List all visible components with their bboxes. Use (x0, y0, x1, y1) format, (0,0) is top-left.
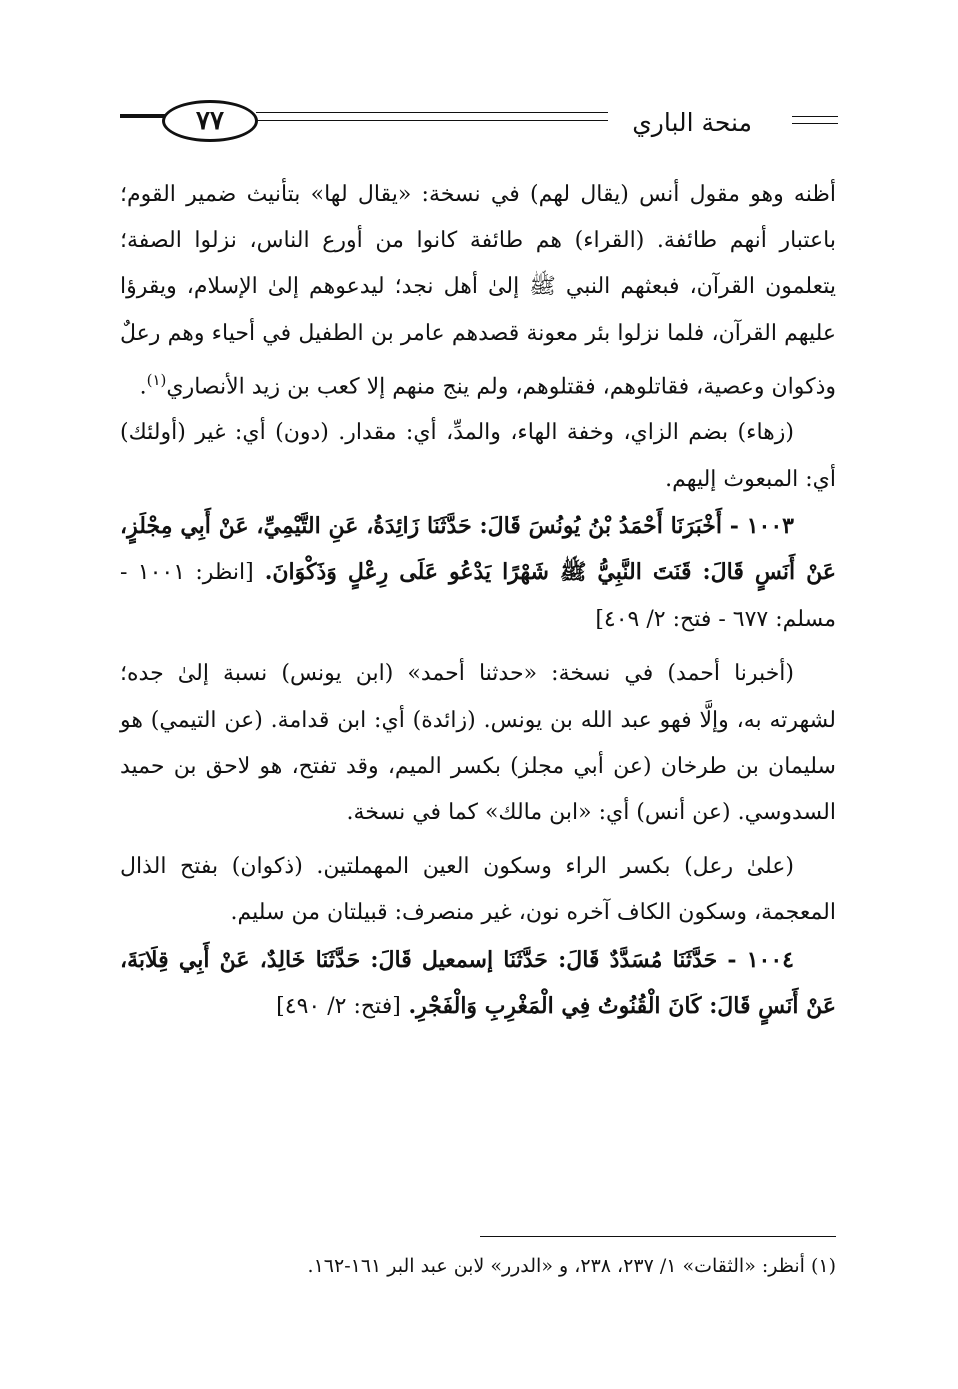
book-title: منحة الباري (632, 108, 752, 137)
cross-reference: [انظر: ١٠٠١ - مسلم: ٦٧٧ - فتح: ٢/ ٤٠٩] (120, 559, 836, 633)
footnote-separator (480, 1236, 836, 1237)
footnote: (١) أنظر: «الثقات» ١/ ٢٣٧، ٢٣٨، و «الدرر» لابن عبد البر ١٦١-١٦٢. (307, 1255, 836, 1277)
footnote-marker: (١) (146, 370, 167, 389)
running-header (118, 96, 838, 146)
paragraph: (علىٰ رعل) بكسر الراء وسكون العين المهملتين. (ذكوان) بفتح الذال المعجمة، وسكون الكاف آخره نون، غير منصرف: قبيلتان من سليم. (120, 854, 836, 926)
header-rule (792, 116, 838, 117)
page-number: ٧٧ (162, 100, 258, 142)
hadith-text: ١٠٠٤ - حَدَّثَنَا مُسَدَّدٌ قَالَ: حَدَّثَنَا إسمعيل قَالَ: حَدَّثَنَا خَالِدٌ، عَنْ أَبِي قِلَابَةَ، عَنْ أَنَسٍ قَالَ: كَانَ الْقُنُوتُ فِي الْمَغْرِبِ وَالْفَجْرِ. [فتح: ٢/ ٤٩٠] (120, 946, 836, 1019)
paragraph: (أخبرنا أحمد) في نسخة: «حدثنا أحمد» (ابن يونس) نسبة إلىٰ جده؛ لشهرته به، وإلَّا فهو عبد الله بن يونس. (زائدة) أي: ابن قدامة. (عن التيمي) هو سليمان بن طرخان (عن أبي مجلز) بكسر الميم، وقد تفتح، هو لاحق بن حميد السدوسي. (عن أنس) أي: «ابن مالك» كما في نسخة. (120, 661, 836, 825)
paragraph: (زهاء) بضم الزاي، وخفة الهاء، والمدِّ، أي: مقدار. (دون) أي: غير (أولئك) أي: المبعوث إليهم. (120, 420, 836, 492)
header-rule (120, 114, 168, 118)
header-rule (792, 123, 838, 124)
header-rule (256, 120, 608, 121)
header-rule (256, 112, 608, 113)
cross-reference: [فتح: ٢/ ٤٩٠] (276, 993, 401, 1019)
main-text (120, 172, 836, 1030)
hadith-text: ١٠٠٣ - أَخْبَرَنَا أَحْمَدُ بْنُ يُونُسَ قَالَ: حَدَّثَنَا زَائِدَةُ، عَنِ التَّيْمِيِّ، عَنْ أَبِي مِجْلَزٍ، عَنْ أَنَسٍ قَالَ: قَنَتَ النَّبِيُّ ﷺ شَهْرًا يَدْعُو عَلَى رِعْلٍ وَذَكْوَانَ. [انظر: ١٠٠١ - مسلم: ٦٧٧ - فتح: ٢/ ٤٠٩] (120, 512, 836, 633)
paragraph: أظنه وهو مقول أنس (يقال لهم) في نسخة: «يقال لها» بتأنيث ضمير القوم؛ باعتبار أنهم طائفة. (القراء) هم طائفة كانوا من أورع الناس، نزلوا الصفة؛ يتعلمون القرآن، فبعثهم النبي ﷺ إلىٰ أهل نجد؛ ليدعوهم إلىٰ الإسلام، ويقرؤا عليهم القرآن، فلما نزلوا بئر معونة قصدهم عامر بن الطفيل في أحياء وهم رعلٌ وذكوان وعصية، فقاتلوهم، فقتلوهم، ولم ينج منهم إلا كعب بن زيد الأنصاري$^{(١)}$. (120, 182, 836, 400)
